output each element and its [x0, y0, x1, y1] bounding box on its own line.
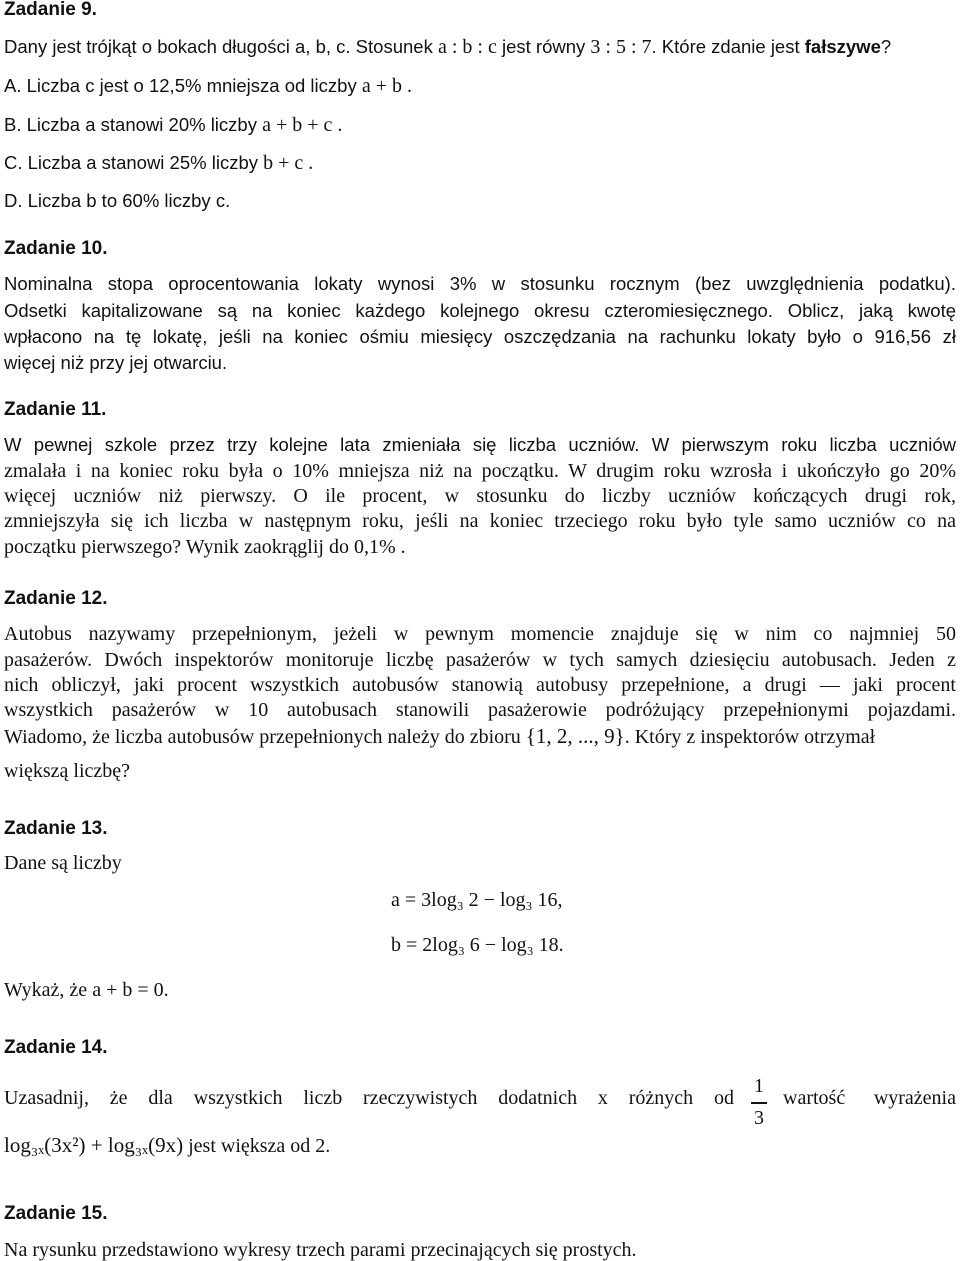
option-c-math: b + c . [263, 152, 314, 174]
task-9-heading: Zadanie 9. [4, 0, 97, 20]
task-13-eq-a: a = 3log₃ 2 − log₃ 16, [391, 889, 563, 911]
task-14-heading: Zadanie 14. [4, 1037, 108, 1058]
fraction-numerator: 1 [754, 1075, 764, 1097]
task-9-option-c [4, 153, 313, 173]
task-10-line-3: wpłacono na tę lokatę, jeśli na koniec ośmiu miesięcy oszczędzania na rachunku lokaty było o 916,56 zł [4, 326, 956, 347]
task-10-line-1: Nominalna stopa oprocentowania lokaty wynosi 3% w stosunku rocznym (bez uwzględnienia podatku). [4, 273, 956, 294]
option-c-text: C. Liczba a stanowi 25% liczby [4, 152, 258, 173]
task-9-intro-c: . Które zdanie jest [651, 36, 800, 57]
task-11-heading: Zadanie 11. [4, 399, 107, 420]
task-10-heading: Zadanie 10. [4, 238, 108, 259]
task-9-intro-a: Dany jest trójkąt o bokach długości a, b, c. Stosunek [4, 36, 433, 57]
task-14-line-2-b: jest większa od 2. [188, 1135, 331, 1157]
task-11-line-4: zmniejszyła się ich liczba w następnym roku, jeśli na koniec trzeciego roku było tyle samo uczniów co na [4, 510, 956, 532]
task-12-line-5 [4, 726, 875, 747]
task-15-line-1: Na rysunku przedstawiono wykresy trzech parami przecinających się prostych. [4, 1239, 637, 1261]
task-12-set: {1, 2, ..., 9} [525, 724, 625, 748]
task-9-ratio-val: 3 : 5 : 7 [590, 36, 652, 58]
task-13-heading: Zadanie 13. [4, 818, 108, 839]
task-9-intro-bold: fałszywe [804, 36, 881, 57]
task-13-prove-math: a + b = 0. [92, 979, 169, 1001]
task-10-line-4: więcej niż przy jej otwarciu. [4, 352, 228, 373]
task-13-prove [4, 980, 169, 1000]
task-12-line-2: pasażerów. Dwóch inspektorów monitoruje liczbę pasażerów w tych samych dziesięciu autobusach. Jeden z [4, 649, 956, 671]
task-12-line-5-b: . Który z inspektorów otrzymał [624, 726, 876, 748]
task-12-line-3: nich obliczył, jaki procent wszystkich autobusów stanowią autobusy przepełnione, a drugi — jaki procent [4, 674, 956, 696]
option-b-text: B. Liczba a stanowi 20% liczby [4, 114, 257, 135]
task-14-line-1-a: Uzasadnij, że dla wszystkich liczb rzeczywistych dodatnich x różnych od [4, 1087, 734, 1109]
task-9-option-d: D. Liczba b to 60% liczby c. [4, 190, 231, 211]
option-a-text: A. Liczba c jest o 12,5% mniejsza od liczby [4, 75, 357, 96]
task-9-intro-q: ? [880, 36, 892, 57]
task-14-expression: log₃ₓ(3x²) + log₃ₓ(9x) [4, 1133, 184, 1157]
fraction-denominator: 3 [754, 1107, 764, 1129]
task-14-line-2 [4, 1135, 330, 1156]
option-a-math: a + b . [361, 75, 412, 97]
task-9-intro [4, 37, 891, 57]
fraction-bar [751, 1102, 767, 1104]
task-9-ratio-expr: a : b : c [437, 36, 497, 58]
task-12-line-1: Autobus nazywamy przepełnionym, jeżeli w pewnym momencie znajduje się w nim co najmniej 50 [4, 623, 956, 645]
task-12-line-5-a: Wiadomo, że liczba autobusów przepełnionych należy do zbioru [4, 726, 521, 748]
task-11-line-3: więcej uczniów niż pierwszy. O ile procent, w stosunku do liczby uczniów kończących drugi rok, [4, 485, 956, 507]
task-11-line-1: W pewnej szkole przez trzy kolejne lata zmieniała się liczba uczniów. W pierwszym roku liczba uczniów [4, 434, 956, 455]
task-11-line-5 [4, 537, 406, 557]
task-9-option-a [4, 76, 412, 96]
task-11-last-math: 0,1% . [353, 536, 406, 558]
task-12-heading: Zadanie 12. [4, 588, 108, 609]
task-15-heading: Zadanie 15. [4, 1203, 108, 1224]
task-10-line-2: Odsetki kapitalizowane są na koniec każdego kolejnego okresu czteromiesięcznego. Oblicz, jaką kwotę [4, 300, 956, 321]
task-9-option-b [4, 115, 342, 135]
task-13-prove-text: Wykaż, że [4, 979, 88, 1001]
task-14-line-1-b: wartość wyrażenia [783, 1087, 956, 1109]
option-b-math: a + b + c . [262, 114, 343, 136]
task-12-line-4: wszystkich pasażerów w 10 autobusach stanowili pasażerowie podróżujący przepełnionymi pojazdami. [4, 699, 956, 721]
task-11-line-2: zmalała i na koniec roku była o 10% mniejsza niż na początku. W drugim roku wzrosła i ukończyło go 20% [4, 460, 956, 482]
task-13-intro: Dane są liczby [4, 852, 122, 874]
task-11-last-text: początku pierwszego? Wynik zaokrąglij do [4, 536, 349, 558]
task-13-eq-b: b = 2log₃ 6 − log₃ 18. [391, 934, 564, 956]
task-9-intro-b: jest równy [501, 36, 586, 57]
task-12-line-6: większą liczbę? [4, 760, 131, 782]
